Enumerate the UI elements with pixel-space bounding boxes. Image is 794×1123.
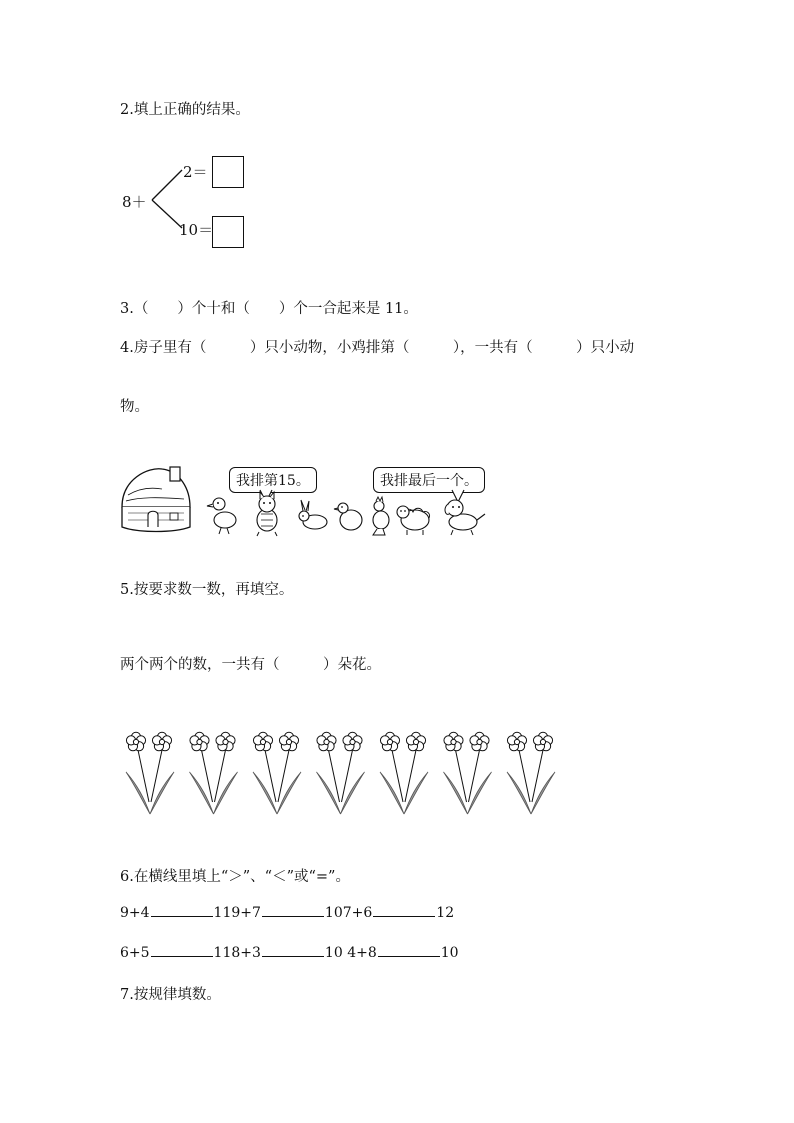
compare-blank[interactable] — [262, 904, 324, 917]
q2-answer-box-top[interactable] — [212, 156, 244, 188]
q6-expr-right: 11 — [213, 905, 232, 921]
q2-branch-top: 2＝ — [183, 163, 208, 181]
q6-expr-right: 11 — [213, 945, 232, 961]
compare-blank[interactable] — [151, 904, 213, 917]
rabbit-icon — [299, 500, 327, 529]
q6-row-1 — [120, 904, 454, 921]
speech-bubble-cat: 我排第15。 — [229, 467, 317, 493]
q7-title: 7.按规律填数。 — [120, 987, 221, 1003]
duck-icon — [207, 498, 236, 534]
compare-blank[interactable] — [151, 944, 213, 957]
flower-pair — [507, 732, 555, 814]
house-illustration — [118, 465, 198, 535]
flower-pair — [380, 732, 428, 814]
rooster-icon — [373, 497, 389, 535]
compare-blank[interactable] — [378, 944, 440, 957]
q2-title: 2.填上正确的结果。 — [120, 102, 250, 118]
q6-expr-left: 8+3 — [231, 945, 261, 961]
q4-line1: 4.房子里有（ ）只小动物，小鸡排第（ ），一共有（ ）只小动 — [120, 340, 635, 356]
q3-text: 3.（ ）个十和（ ）个一合起来是 11。 — [120, 301, 418, 317]
flower-pair — [190, 732, 238, 814]
flower-pair — [444, 732, 492, 814]
q6-expr-left: 6+5 — [120, 945, 150, 961]
q6-expr-right: 12 — [436, 905, 455, 921]
q2-left-expression: 8＋ — [122, 193, 147, 211]
q6-expr-right: 10 — [440, 945, 459, 961]
q5-title: 5.按要求数一数，再填空。 — [120, 582, 294, 598]
animals-row — [205, 490, 495, 538]
dog-icon — [445, 500, 485, 535]
speech-bubble-dog: 我排最后一个。 — [373, 467, 485, 493]
q6-row-2 — [120, 944, 459, 961]
flower-pair — [126, 732, 174, 814]
cat-icon — [257, 492, 277, 536]
q6-title: 6.在横线里填上“＞”、“＜”或“=”。 — [120, 869, 350, 885]
q6-expr-left: 4+8 — [347, 945, 377, 961]
flower-pairs — [118, 728, 578, 828]
flower-pair — [317, 732, 365, 814]
q2-branch-bottom: 10＝ — [179, 221, 214, 239]
q6-expr-right: 10 — [324, 905, 343, 921]
compare-blank[interactable] — [262, 944, 324, 957]
q2-answer-box-bottom[interactable] — [212, 216, 244, 248]
q6-expr-left: 7+6 — [342, 905, 373, 921]
q6-expr-left: 9+4 — [120, 905, 150, 921]
q5-text: 两个两个的数，一共有（ ）朵花。 — [120, 657, 381, 673]
sheep-icon — [397, 506, 430, 535]
q6-expr-right: 10 — [324, 945, 343, 961]
flower-pair — [253, 732, 301, 814]
q6-expr-left: 9+7 — [231, 905, 261, 921]
compare-blank[interactable] — [373, 904, 435, 917]
q4-line2: 物。 — [120, 399, 149, 415]
chick-icon — [334, 503, 362, 530]
